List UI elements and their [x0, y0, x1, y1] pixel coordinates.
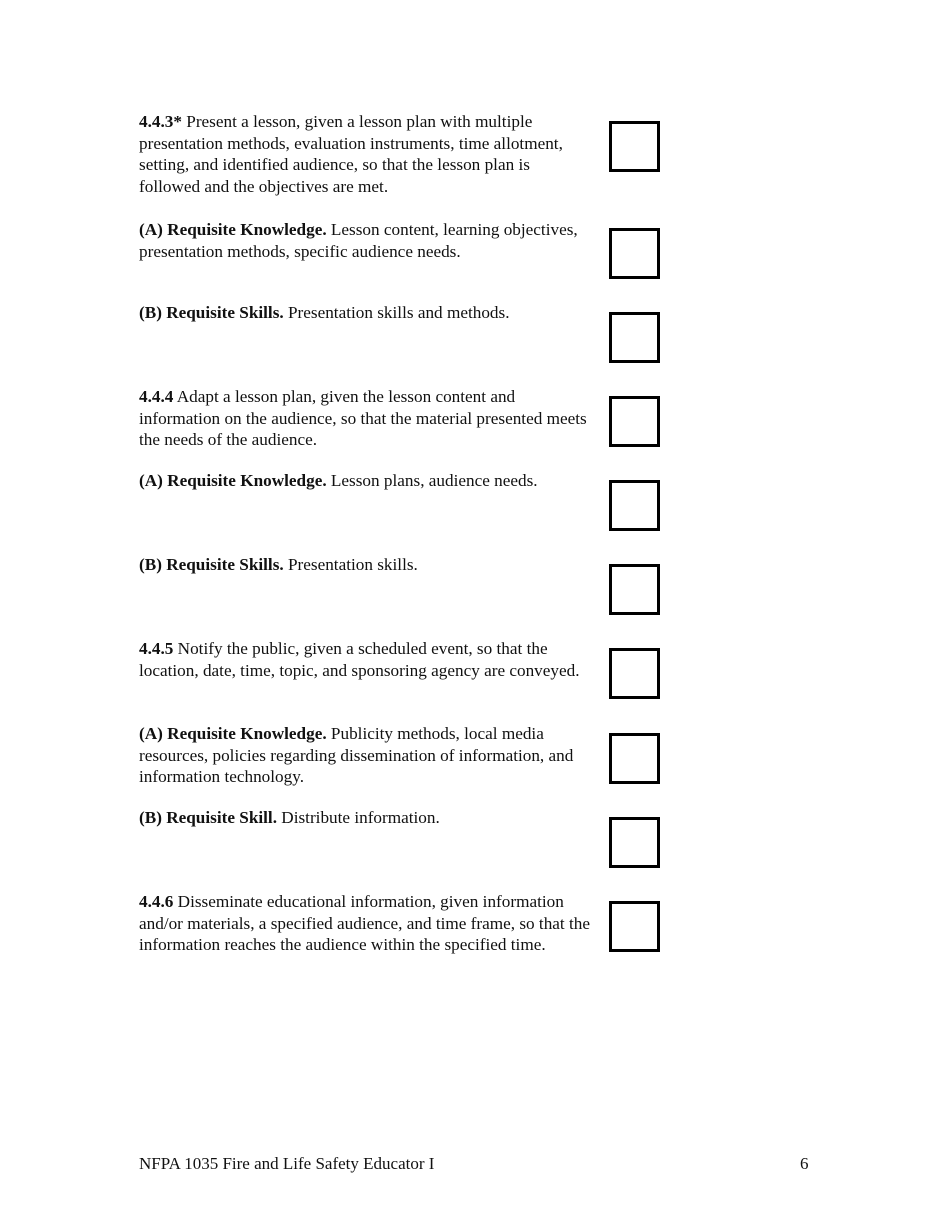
requisite-label: (B) Requisite Skills.: [139, 303, 284, 322]
checkbox-4-4-3[interactable]: [609, 121, 660, 172]
requisite-label: (A) Requisite Knowledge.: [139, 220, 327, 239]
standard-4-4-3: [139, 111, 594, 197]
standard-4-4-4-requisite-skills: [139, 554, 594, 576]
section-number: 4.4.6: [139, 892, 174, 911]
section-number: 4.4.4: [139, 387, 174, 406]
section-text: Disseminate educational information, given information and/or materials, a specified audience, and time frame, so that the information reaches the audience within the specified time.: [139, 892, 590, 954]
requisite-text: Presentation skills.: [287, 555, 418, 574]
standard-4-4-5-requisite-skill: [139, 807, 594, 829]
section-text: Present a lesson, given a lesson plan with multiple presentation methods, evaluation instruments, time allotment, setting, and identified audience, so that the lesson plan is followed and the objectives are met.: [139, 112, 563, 196]
requisite-text: Lesson content, learning objectives, presentation methods, specific audience needs.: [139, 220, 578, 261]
standard-4-4-4: [139, 386, 594, 451]
requisite-text: Lesson plans, audience needs.: [330, 471, 538, 490]
footer-document-title: NFPA 1035 Fire and Life Safety Educator I: [139, 1154, 435, 1173]
requisite-text: Presentation skills and methods.: [287, 303, 510, 322]
checkbox-4-4-4[interactable]: [609, 396, 660, 447]
requisite-text: Publicity methods, local media resources, policies regarding dissemination of information, and information technology.: [139, 724, 574, 786]
standard-4-4-3-requisite-skills: [139, 302, 594, 324]
standard-4-4-3-requisite-knowledge: [139, 219, 594, 262]
section-text: Adapt a lesson plan, given the lesson content and information on the audience, so that the material presented meets the needs of the audience.: [139, 387, 587, 449]
checkbox-4-4-5[interactable]: [609, 648, 660, 699]
checkbox-4-4-3-a[interactable]: [609, 228, 660, 279]
checkbox-4-4-3-b[interactable]: [609, 312, 660, 363]
standard-4-4-4-requisite-knowledge: [139, 470, 594, 492]
standard-4-4-5-requisite-knowledge: [139, 723, 594, 788]
requisite-label: (B) Requisite Skill.: [139, 808, 277, 827]
standard-4-4-5: [139, 638, 594, 681]
checkbox-4-4-5-a[interactable]: [609, 733, 660, 784]
section-text: Notify the public, given a scheduled event, so that the location, date, time, topic, and sponsoring agency are conveyed.: [139, 639, 580, 680]
checkbox-4-4-4-b[interactable]: [609, 564, 660, 615]
footer-page-number: 6: [800, 1154, 809, 1173]
requisite-label: (A) Requisite Knowledge.: [139, 724, 327, 743]
checkbox-4-4-4-a[interactable]: [609, 480, 660, 531]
standard-4-4-6: [139, 891, 594, 956]
requisite-text: Distribute information.: [281, 808, 440, 827]
requisite-label: (A) Requisite Knowledge.: [139, 471, 327, 490]
requisite-label: (B) Requisite Skills.: [139, 555, 284, 574]
section-number: 4.4.3*: [139, 112, 182, 131]
checkbox-4-4-6[interactable]: [609, 901, 660, 952]
section-number: 4.4.5: [139, 639, 174, 658]
checkbox-4-4-5-b[interactable]: [609, 817, 660, 868]
